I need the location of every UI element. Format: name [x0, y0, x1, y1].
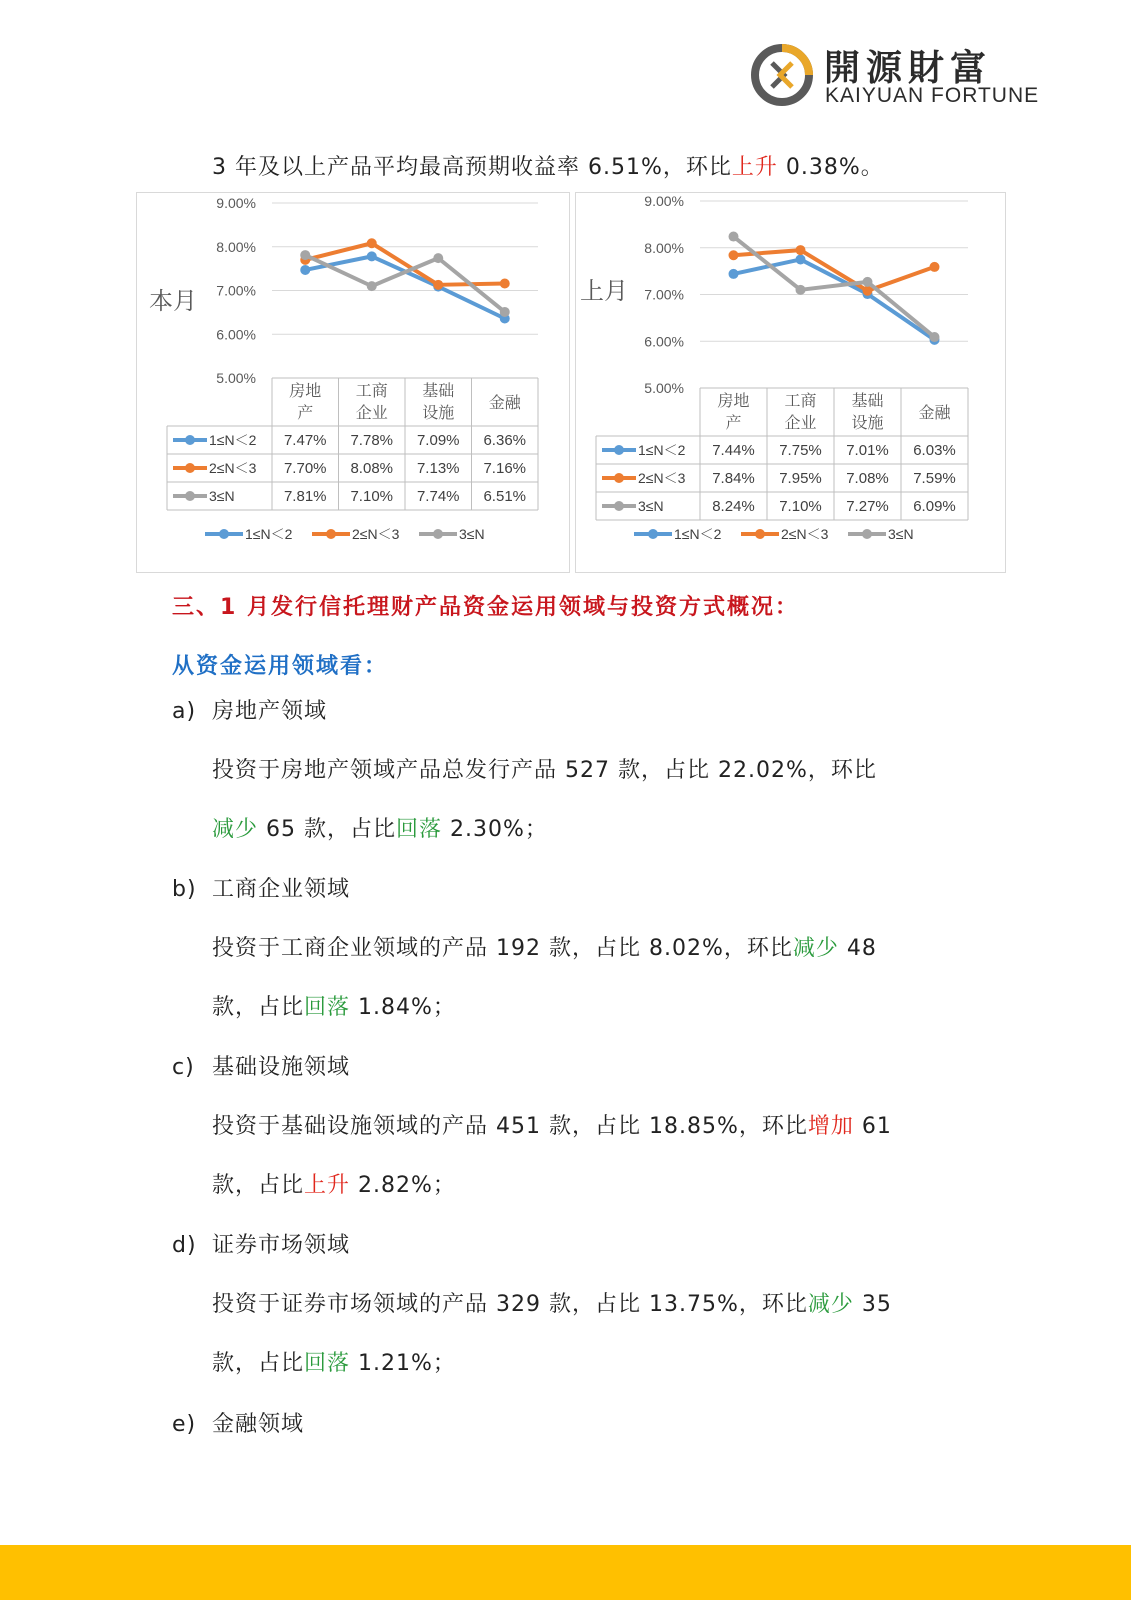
data-point [300, 250, 310, 260]
data-point [729, 250, 739, 260]
legend-label: 3≤N [459, 526, 485, 542]
trend-word: 上升 [304, 1173, 351, 1198]
domain-item-heading [172, 694, 327, 725]
category-label: 设施 [422, 403, 455, 422]
table-value: 7.27% [846, 498, 889, 515]
trend-word: 增加 [807, 1114, 854, 1139]
y-tick-label: 7.00% [216, 282, 256, 299]
paragraph-text: 35 [853, 1292, 892, 1317]
table-value: 7.59% [913, 470, 956, 487]
category-label: 房地 [717, 391, 750, 410]
category-label: 基础 [422, 381, 455, 400]
company-logo [750, 40, 1050, 110]
data-point [729, 232, 739, 242]
data-point [367, 281, 377, 291]
item-label: d) [172, 1233, 197, 1258]
trend-word: 减少 [807, 1292, 854, 1317]
y-tick-label: 6.00% [644, 333, 684, 350]
table-value: 7.70% [283, 460, 327, 477]
data-point [433, 280, 443, 290]
item-paragraph-line [212, 1168, 456, 1199]
kaiyuan-logo-icon [750, 43, 814, 107]
paragraph-text: 款，占比 [212, 995, 305, 1020]
paragraph-text: 2.30%； [442, 817, 548, 842]
category-label: 企业 [784, 413, 817, 432]
paragraph-text: 2.82%； [350, 1173, 456, 1198]
table-value: 7.10% [350, 488, 394, 505]
data-point [863, 277, 873, 287]
category-label: 金融 [918, 403, 951, 422]
y-tick-label: 5.00% [216, 370, 256, 386]
chart-side-label: 上月 [580, 277, 628, 305]
legend-label: 2≤N＜3 [352, 526, 400, 542]
item-label: a) [172, 699, 197, 724]
paragraph-text: 投资于工商企业领域的产品 192 款，占比 8.02%，环比 [212, 936, 793, 961]
domain-item-heading [172, 1407, 304, 1438]
y-tick-label: 8.00% [644, 239, 684, 256]
item-paragraph-line [212, 990, 456, 1021]
table-value: 8.08% [350, 460, 394, 477]
data-point [796, 245, 806, 255]
legend-label: 1≤N＜2 [674, 526, 722, 542]
table-value: 7.16% [483, 460, 527, 477]
y-tick-label: 9.00% [216, 195, 256, 211]
category-label: 房地 [289, 381, 322, 400]
y-tick-label: 9.00% [644, 193, 684, 209]
y-tick-label: 8.00% [216, 238, 256, 255]
item-title: 房地产领域 [212, 699, 328, 724]
item-title: 基础设施领域 [212, 1055, 351, 1080]
trend-word: 减少 [212, 817, 259, 842]
item-paragraph-line [212, 1109, 892, 1140]
row-legend-marker [614, 473, 624, 483]
table-value: 7.81% [283, 488, 327, 505]
row-series-label: 2≤N＜3 [209, 460, 257, 476]
table-value: 7.13% [416, 460, 460, 477]
legend-label: 1≤N＜2 [245, 526, 293, 542]
chart-side-label: 本月 [149, 287, 197, 315]
data-point [500, 279, 510, 289]
item-label: b) [172, 877, 197, 902]
item-paragraph-line [212, 1287, 892, 1318]
trend-word: 减少 [792, 936, 839, 961]
y-tick-label: 5.00% [644, 380, 684, 396]
paragraph-text: 投资于房地产领域产品总发行产品 527 款，占比 22.02%，环比 [212, 758, 877, 783]
lead-text: 3 年及以上产品平均最高预期收益率 6.51%，环比 [212, 155, 732, 180]
row-series-label: 3≤N [638, 498, 664, 514]
y-tick-label: 7.00% [644, 286, 684, 303]
table-value: 6.09% [913, 498, 956, 515]
paragraph-text: 48 [838, 936, 877, 961]
table-value: 7.47% [283, 432, 327, 449]
y-tick-label: 6.00% [216, 326, 256, 343]
line-chart-last-month [576, 193, 1005, 572]
paragraph-text: 65 款，占比 [258, 817, 396, 842]
table-value: 6.03% [913, 442, 956, 459]
row-series-label: 3≤N [209, 488, 235, 504]
legend-marker [219, 529, 229, 539]
paragraph-text: 投资于基础设施领域的产品 451 款，占比 18.85%，环比 [212, 1114, 808, 1139]
legend-marker [648, 529, 658, 539]
row-legend-marker [185, 491, 195, 501]
legend-marker [862, 529, 872, 539]
category-label: 产 [297, 403, 314, 422]
item-paragraph-line [212, 931, 877, 962]
row-legend-marker [185, 435, 195, 445]
item-paragraph-line [212, 812, 548, 843]
data-point [930, 262, 940, 272]
paragraph-text: 1.21%； [350, 1351, 456, 1376]
legend-label: 2≤N＜3 [781, 526, 829, 542]
row-legend-marker [614, 501, 624, 511]
logo-chinese-name: 開源財富 [824, 48, 993, 89]
legend-label: 3≤N [888, 526, 914, 542]
paragraph-text: 投资于证券市场领域的产品 329 款，占比 13.75%，环比 [212, 1292, 808, 1317]
category-label: 产 [725, 413, 742, 432]
domain-item-heading [172, 872, 350, 903]
row-series-label: 2≤N＜3 [638, 470, 686, 486]
legend-marker [755, 529, 765, 539]
table-value: 7.44% [712, 442, 755, 459]
item-title: 证券市场领域 [212, 1233, 351, 1258]
trend-word: 回落 [396, 817, 443, 842]
legend-marker [433, 529, 443, 539]
table-value: 7.10% [779, 498, 822, 515]
row-legend-marker [614, 445, 624, 455]
lead-highlight: 上升 [731, 155, 778, 180]
section-heading: 三、1 月发行信托理财产品资金运用领域与投资方式概况： [172, 595, 799, 620]
row-legend-marker [185, 463, 195, 473]
data-point [796, 285, 806, 295]
row-series-label: 1≤N＜2 [638, 442, 686, 458]
data-point [367, 238, 377, 248]
lead-text-end: 0.38%。 [777, 155, 884, 180]
table-value: 7.84% [712, 470, 755, 487]
category-label: 设施 [851, 413, 884, 432]
chart-panel-last-month [575, 192, 1006, 573]
lead-sentence [212, 150, 884, 181]
category-label: 基础 [851, 391, 884, 410]
logo-english-name: KAIYUAN FORTUNE [825, 84, 1040, 107]
legend-marker [326, 529, 336, 539]
row-series-label: 1≤N＜2 [209, 432, 257, 448]
data-point [930, 332, 940, 342]
table-value: 7.01% [846, 442, 889, 459]
data-point [500, 307, 510, 317]
section-subheading: 从资金运用领域看： [172, 654, 389, 679]
table-value: 7.78% [350, 432, 394, 449]
category-label: 工商 [355, 381, 388, 400]
table-value: 7.75% [779, 442, 822, 459]
domain-item-heading [172, 1050, 350, 1081]
table-value: 6.51% [483, 488, 527, 505]
data-point [433, 253, 443, 263]
paragraph-text: 1.84%； [350, 995, 456, 1020]
item-paragraph-line [212, 753, 877, 784]
paragraph-text: 款，占比 [212, 1351, 305, 1376]
category-label: 金融 [488, 393, 521, 412]
item-title: 金融领域 [212, 1412, 305, 1437]
item-label: c) [172, 1055, 195, 1080]
footer-bar [0, 1545, 1131, 1600]
paragraph-text: 款，占比 [212, 1173, 305, 1198]
item-label: e) [172, 1412, 197, 1437]
table-value: 7.74% [416, 488, 460, 505]
category-label: 工商 [784, 391, 817, 410]
paragraph-text: 61 [853, 1114, 892, 1139]
data-point [367, 251, 377, 261]
data-point [300, 265, 310, 275]
table-value: 7.09% [416, 432, 460, 449]
domain-item-heading [172, 1228, 350, 1259]
item-paragraph-line [212, 1346, 456, 1377]
data-point [796, 254, 806, 264]
data-point [729, 269, 739, 279]
item-title: 工商企业领域 [212, 877, 351, 902]
line-chart-this-month [137, 193, 569, 572]
table-value: 8.24% [712, 498, 755, 515]
category-label: 企业 [355, 403, 388, 422]
table-value: 6.36% [483, 432, 527, 449]
trend-word: 回落 [304, 995, 351, 1020]
trend-word: 回落 [304, 1351, 351, 1376]
table-value: 7.95% [779, 470, 822, 487]
chart-panel-this-month [136, 192, 570, 573]
table-value: 7.08% [846, 470, 889, 487]
